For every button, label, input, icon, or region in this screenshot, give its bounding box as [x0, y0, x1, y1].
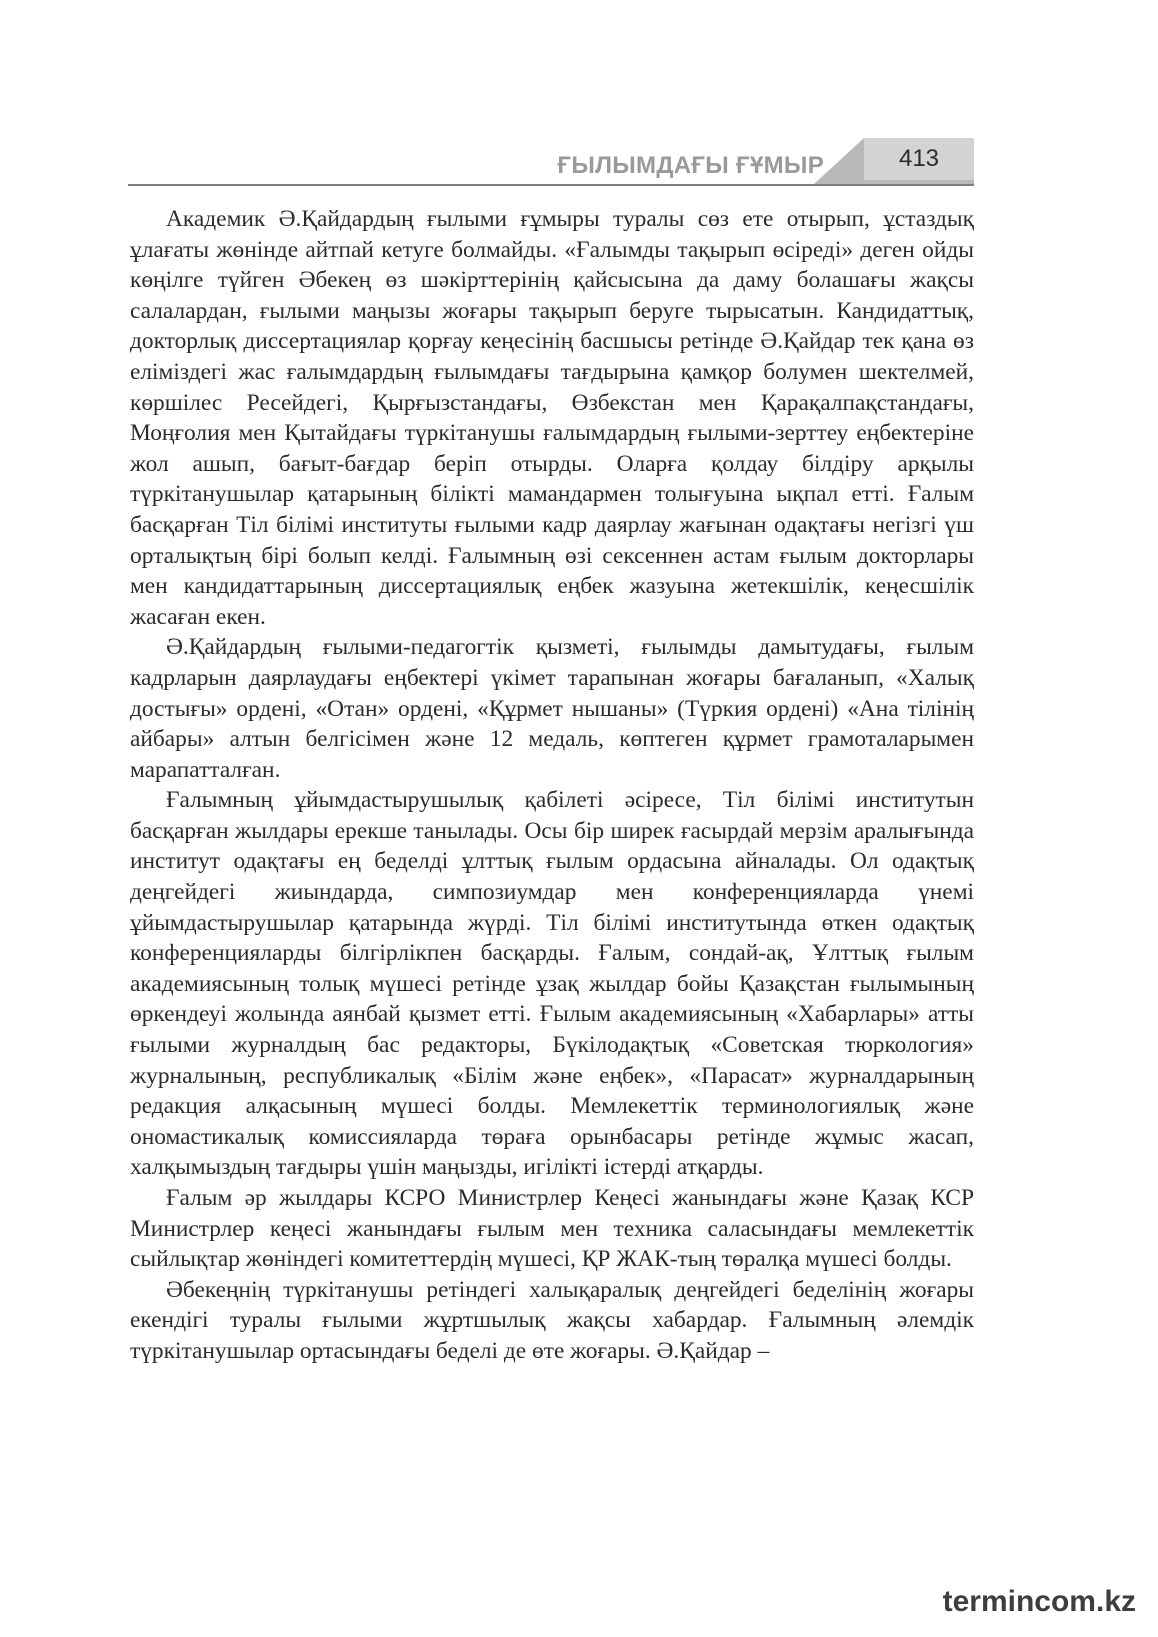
running-header: [128, 138, 974, 186]
section-title: ҒЫЛЫМДАҒЫ ҒҰМЫР: [557, 152, 824, 179]
paragraph: Әбекеңнің түркітанушы ретіндегі халықаралық деңгейдегі беделінің жоғары екендігі туралы ғылыми жұртшылық жақсы хабардар. Ғалымның әлемдік түркітанушылар ортасындағы беделі де өте жоғары. Ә.Қайдар –: [130, 1276, 974, 1364]
watermark-logo: [943, 1585, 1136, 1619]
watermark-text: termincom.kz: [942, 1585, 1136, 1618]
header-rule: [128, 184, 974, 186]
paragraph: Ә.Қайдардың ғылыми-педагогтік қызметі, ғылымды дамытудағы, ғылым кадрларын даярлаудағы еңбектері үкімет тарапынан жоғары бағаланып, «Халық достығы» ордені, «Отан» ордені, «Құрмет нышаны» (Түркия ордені) «Ана тілінің айбары» алтын белгісімен және 12 медаль, көптеген құрмет грамоталарымен марапатталған.: [130, 634, 974, 783]
paragraph: Академик Ә.Қайдардың ғылыми ғұмыры туралы сөз ете отырып, ұстаздық ұлағаты жөнінде айтпай кетуге болмайды. «Ғалымды тақырып өсіреді» деген ойды көңілге түйген Әбекең өз шәкірттерінің қайсысына да даму болашағы жақсы салалардан, ғылыми маңызы жоғары тақырып беруге тырысатын. Кандидаттық, докторлық диссертациялар қорғау кеңесінің басшысы ретінде Ә.Қайдар тек қана өз еліміздегі жас ғалымдардың ғылымдағы тағдырына қамқор болумен шектелмей, көршілес Ресейдегі, Қырғызстандағы, Өзбекстан мен Қарақалпақстандағы, Моңғолия мен Қытайдағы түркітанушы ғалымдардың ғылыми-зерттеу еңбектеріне жол ашып, бағыт-бағдар беріп отырды. Оларға қолдау білдіру арқылы түркітанушылар қатарының білікті мамандармен толығуына ықпал етті. Ғалым басқарған Тіл білімі институты ғылыми кадр даярлау жағынан одақтағы негізгі үш орталықтың бірі болып келді. Ғалымның өзі сексеннен астам ғылым докторлары мен кандидаттарының диссертациялық еңбек жазуына жетекшілік, кеңесшілік жасаған екен.: [130, 206, 974, 630]
body-text: [130, 204, 974, 1367]
page-number: 413: [898, 145, 940, 172]
paragraph: Ғалым әр жылдары КСРО Министрлер Кеңесі жанындағы және Қазақ КСР Министрлер кеңесі жанындағы ғылым мен техника саласындағы мемлекеттік сыйлықтар жөніндегі комитеттердің мүшесі, ҚР ЖАК-тың төралқа мүшесі болды.: [130, 1185, 974, 1273]
paragraph: Ғалымның ұйымдастырушылық қабілеті әсіресе, Тіл білімі институтын басқарған жылдары ерекше танылады. Осы бір ширек ғасырдай мерзім аралығында институт одақтағы ең беделді ұлттық ғылым ордасына айналады. Ол одақтық деңгейдегі жиындарда, симпозиумдар мен конференцияларда үнемі ұйымдастырушылар қатарында жүрді. Тіл білімі институтында өткен одақтық конференцияларды білгірлікпен басқарды. Ғалым, сондай-ақ, Ұлттық ғылым академиясының толық мүшесі ретінде ұзақ жылдар бойы Қазақстан ғылымының өркендеуі жолында аянбай қызмет етті. Ғылым академиясының «Хабарлары» атты ғылыми журналдың бас редакторы, Бүкілодақтық «Советская тюркология» журналының, республикалық «Білім және еңбек», «Парасат» журналдарының редакция алқасының мүшесі болды. Мемлекеттік терминологиялық және ономастикалық комиссияларда төраға орынбасары ретінде жұмыс жасап, халқымыздың тағдыры үшін маңызды, игілікті істерді атқарды.: [130, 787, 974, 1181]
